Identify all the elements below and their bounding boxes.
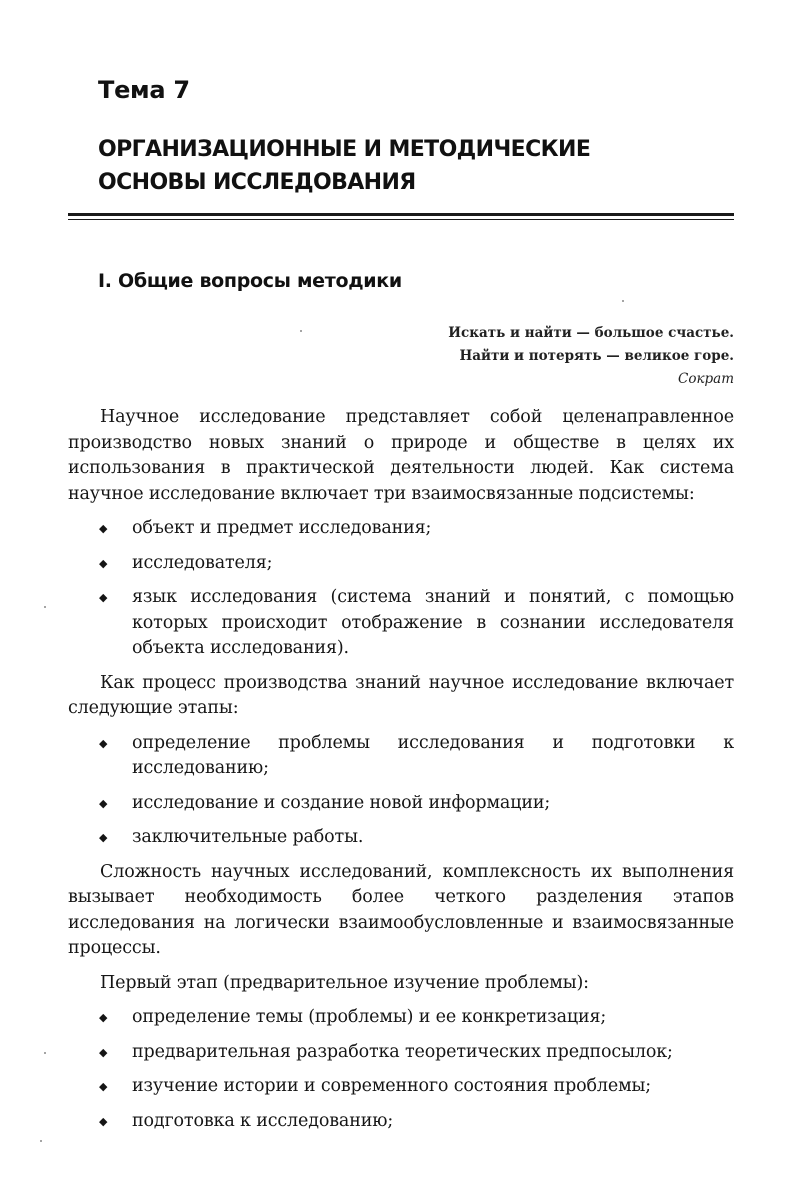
diamond-bullet-icon: ◆ <box>99 1011 108 1024</box>
epigraph-line-1: Искать и найти — большое счастье. <box>448 325 734 341</box>
theme-label: Тема 7 <box>98 76 190 104</box>
title-rule-thin <box>68 219 734 220</box>
paragraph-4: Первый этап (предварительное изучение проблемы): <box>100 972 589 993</box>
diamond-bullet-icon: ◆ <box>99 522 108 535</box>
scan-speck <box>40 1140 42 1142</box>
paragraph-3: Сложность научных исследований, комплексность их выполнения вызывает необходимость более четкого разделения этапов исследования на логически взаимообусловленные и взаимосвязанные процессы. <box>68 861 734 958</box>
list-item: ◆ язык исследования (система знаний и понятий, с помощью которых происходит отображение в сознании исследователя объекта исследования). <box>99 587 734 658</box>
title-rule-thick <box>68 213 734 216</box>
epigraph-author: Сократ <box>677 371 734 387</box>
diamond-bullet-icon: ◆ <box>99 796 108 810</box>
diamond-bullet-icon: ◆ <box>99 1114 108 1128</box>
list-item: ◆ исследование и создание новой информации; <box>68 791 734 817</box>
list-item: ◆ предварительная разработка теоретических предпосылок; <box>68 1040 734 1066</box>
epigraph-line-2: Найти и потерять — великое горе. <box>459 348 734 364</box>
paragraph-2: Как процесс производства знаний научное исследование включает следующие этапы: <box>68 672 734 718</box>
scan-speck <box>622 300 624 302</box>
chapter-title <box>98 133 738 199</box>
diamond-bullet-icon: ◆ <box>99 736 108 750</box>
list-item: ◆ исследователя; <box>68 551 734 577</box>
list-item: ◆ объект и предмет исследования; <box>68 516 734 542</box>
chapter-title-line-1: ОРГАНИЗАЦИОННЫЕ И МЕТОДИЧЕСКИЕ <box>98 137 591 162</box>
list-item: ◆ изучение истории и современного состояния проблемы; <box>68 1074 734 1100</box>
list-item: ◆ определение проблемы исследования и подготовки к исследованию; <box>99 732 734 778</box>
scan-speck <box>44 1052 46 1054</box>
epigraph <box>314 322 734 391</box>
scan-speck <box>300 330 302 332</box>
body-text <box>68 405 734 1143</box>
diamond-bullet-icon: ◆ <box>99 1045 108 1059</box>
stages-list <box>68 731 734 851</box>
list-item: ◆ подготовка к исследованию; <box>68 1109 734 1135</box>
section-title: I. Общие вопросы методики <box>98 270 402 292</box>
diamond-bullet-icon: ◆ <box>99 831 108 844</box>
diamond-bullet-icon: ◆ <box>99 591 108 604</box>
paragraph-1: Научное исследование представляет собой целенаправленное производство новых знаний о природе и обществе в целях их использования в практической деятельности людей. Как система научное исследование включает три взаимосвязанные подсистемы: <box>68 407 734 504</box>
diamond-bullet-icon: ◆ <box>99 556 108 570</box>
diamond-bullet-icon: ◆ <box>99 1080 108 1093</box>
scan-speck <box>44 606 46 608</box>
first-stage-list <box>68 1005 734 1134</box>
subsystems-list <box>68 516 734 662</box>
list-item: ◆ определение темы (проблемы) и ее конкретизация; <box>68 1005 734 1031</box>
chapter-title-line-2: ОСНОВЫ ИССЛЕДОВАНИЯ <box>98 170 416 195</box>
list-item: ◆ заключительные работы. <box>68 825 734 851</box>
